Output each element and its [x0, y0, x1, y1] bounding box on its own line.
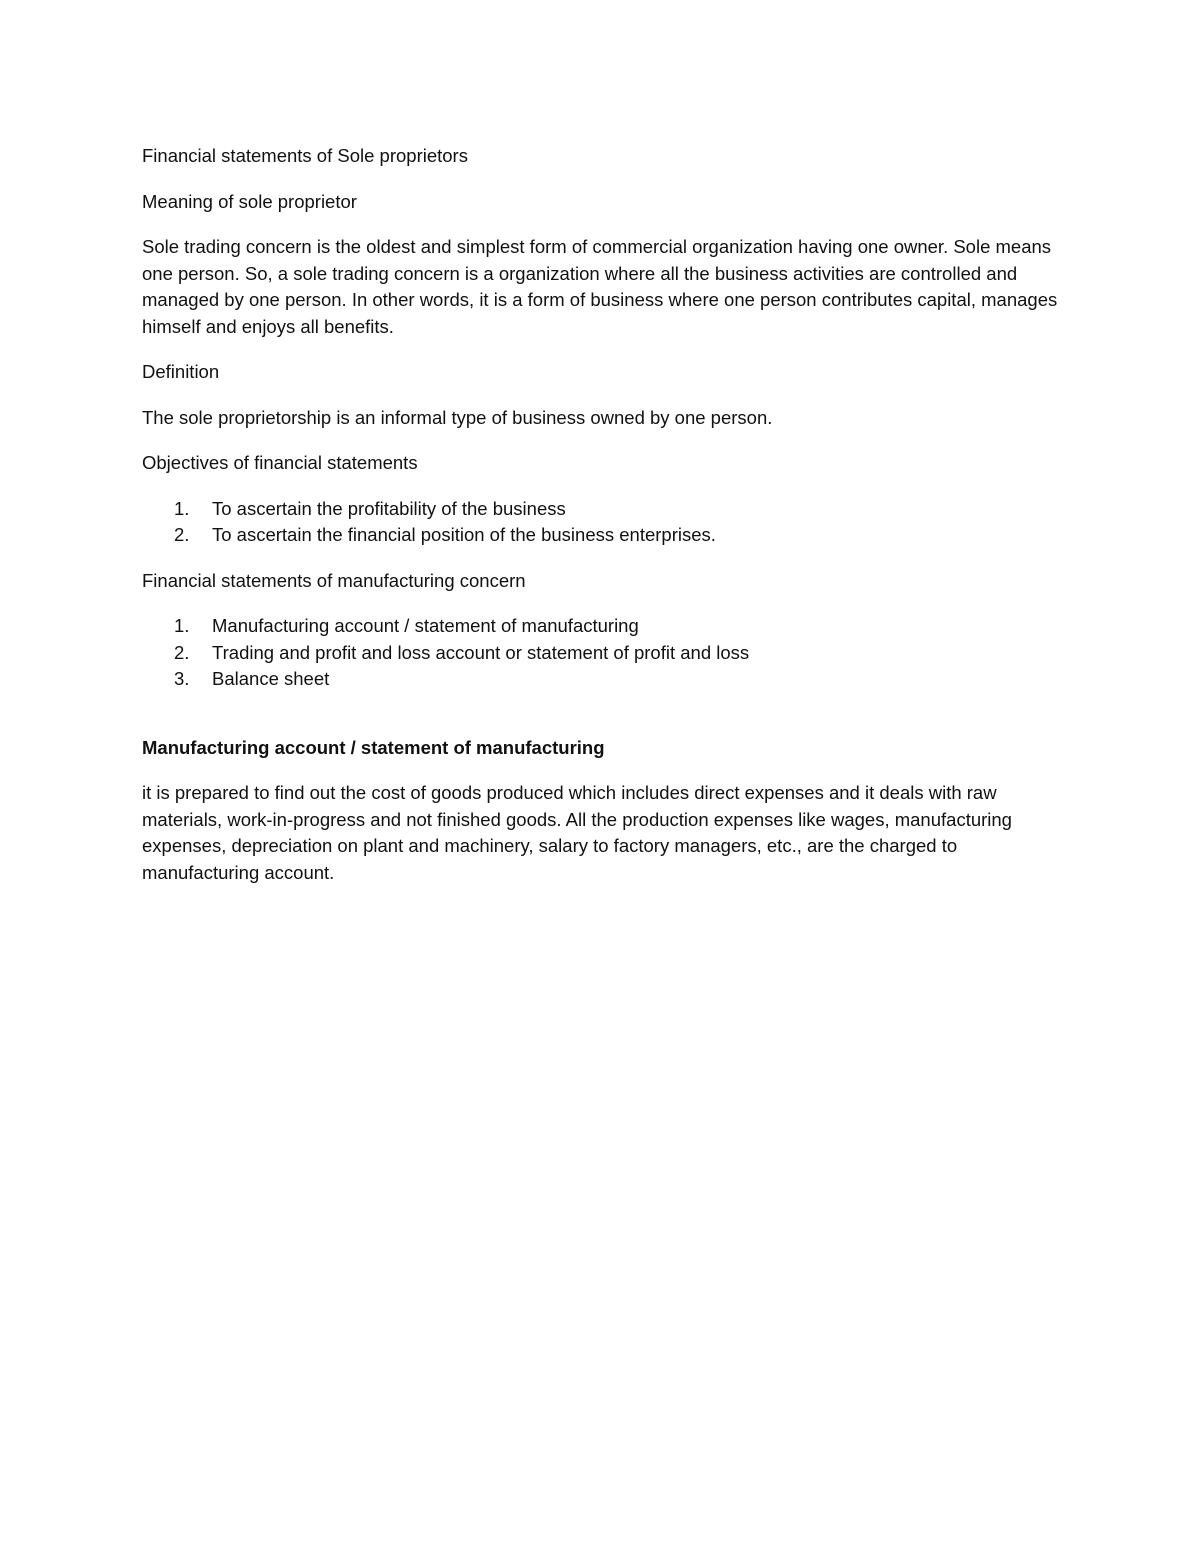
manufacturing-account-heading: Manufacturing account / statement of manufacturing [142, 736, 605, 758]
list-item-number: 1. [174, 497, 190, 519]
list-item-text: Balance sheet [212, 668, 330, 689]
list-item-text: To ascertain the financial position of the business enterprises. [212, 524, 716, 545]
list-item [142, 666, 1060, 693]
list-item-number: 2. [174, 524, 190, 545]
list-item [142, 613, 1060, 640]
list-item [142, 640, 1060, 667]
definition-heading: Definition [142, 361, 220, 382]
meaning-paragraph: Sole trading concern is the oldest and simplest form of commercial organization having one owner. Sole means one person. So, a sole trading concern is a organization where all the business activities are controlled and managed by one person. In other words, it is a form of business where one person contributes capital, manages himself and enjoys all benefits. [142, 236, 1058, 337]
list-item-text: Trading and profit and loss account or statement of profit and loss [212, 641, 750, 663]
manufacturing-concern-list [142, 613, 1060, 693]
manufacturing-account-paragraph: it is prepared to find out the cost of goods produced which includes direct expenses and it deals with raw materials, work-in-progress and not finished goods. All the production expenses like wages, manufacturing expenses, depreciation on plant and machinery, salary to factory managers, etc., are the charged to manufacturing account. [142, 782, 1012, 883]
meaning-heading: Meaning of sole proprietor [142, 190, 357, 212]
objectives-list [142, 496, 1060, 549]
list-item [142, 496, 1060, 523]
document-body [142, 143, 1060, 905]
definition-paragraph: The sole proprietorship is an informal type of business owned by one person. [142, 406, 773, 428]
list-item-number: 3. [174, 668, 190, 689]
list-item-number: 2. [174, 641, 190, 663]
list-item-text: Manufacturing account / statement of manufacturing [212, 615, 639, 636]
objectives-heading: Objectives of financial statements [142, 452, 418, 473]
document-title: Financial statements of Sole proprietors [142, 145, 468, 166]
list-item [142, 522, 1060, 549]
list-item-number: 1. [174, 615, 190, 636]
list-item-text: To ascertain the profitability of the business [212, 497, 566, 519]
manufacturing-concern-heading: Financial statements of manufacturing concern [142, 569, 526, 591]
